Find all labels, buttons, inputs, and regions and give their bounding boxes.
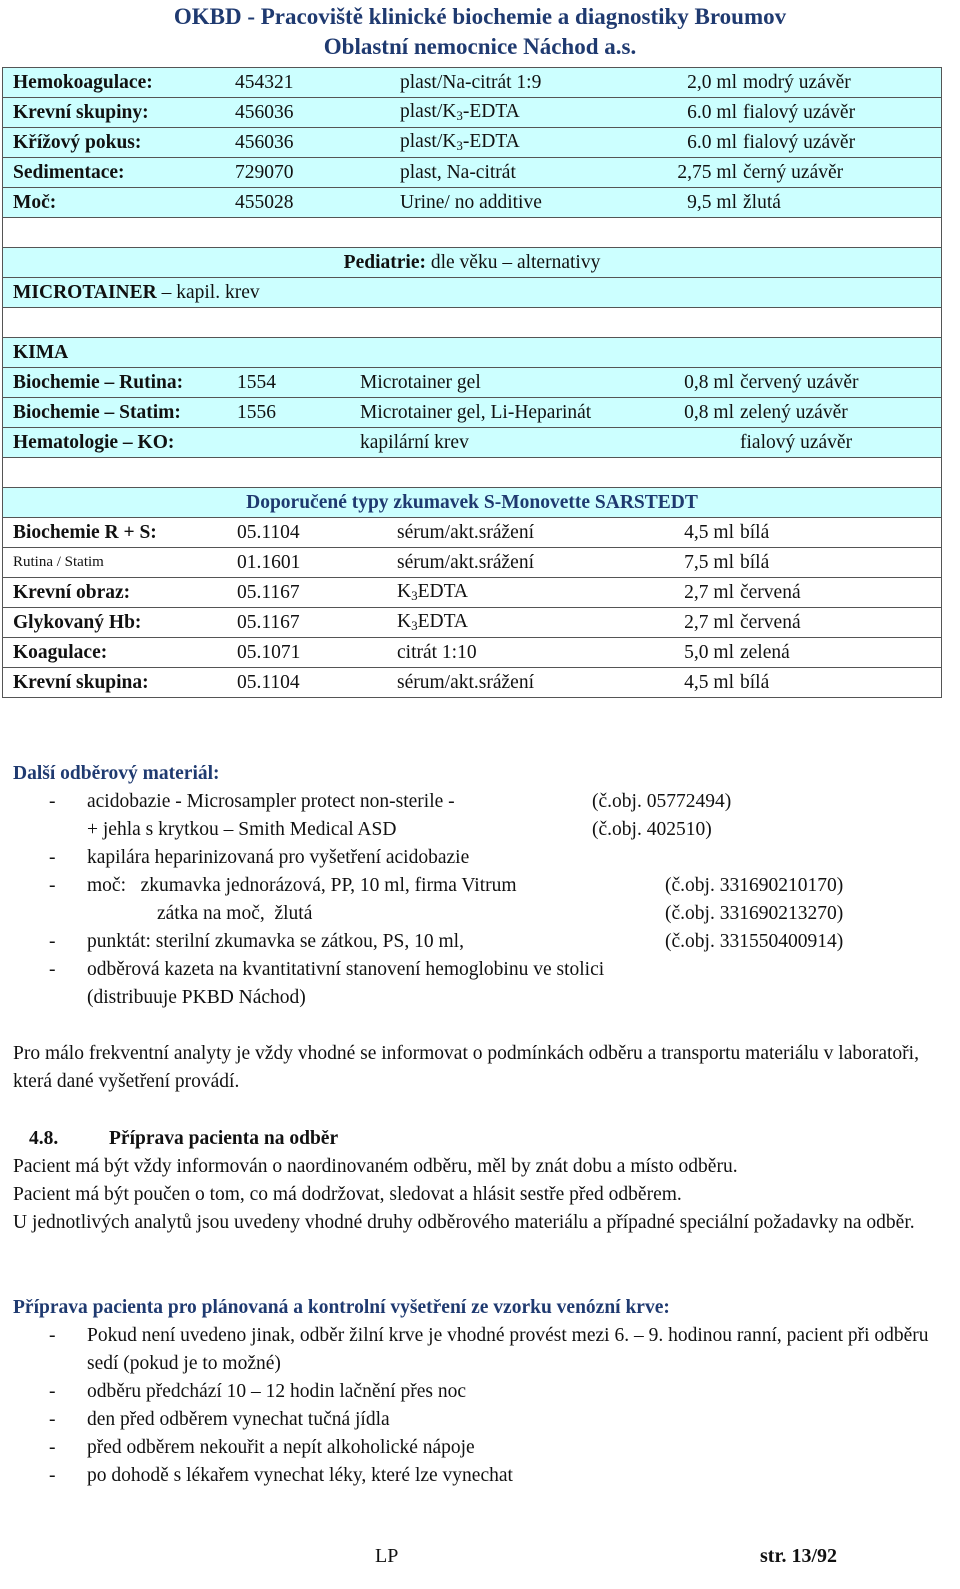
row-name: Krevní skupiny: [13,101,149,123]
page-number: str. 13/92 [760,1545,838,1567]
row-cap: zelený uzávěr [740,401,848,423]
row-volume: 9,5 ml [687,191,737,213]
row-name: Koagulace: [13,641,108,663]
row-name: Křížový pokus: [13,131,142,153]
list-item: - den před odběrem vynechat tučná jídla [49,1409,390,1430]
row-volume: 0,8 ml [684,371,734,393]
row-tube: kapilární krev [360,431,469,453]
row-volume: 6.0 ml [687,101,737,123]
row-tube: $K_3EDTA$ [397,581,469,603]
list-item: - po dohodě s lékařem vynechat léky, které lze vynechat [49,1465,513,1486]
list-item: - odběrová kazeta na kvantitativní stanovení hemoglobinu ve stolici [49,959,605,980]
row-cap: černý uzávěr [743,161,844,183]
row-name: Biochemie – Statim: [13,401,181,423]
row-tube: $K_3EDTA$ [397,611,469,633]
row-code: 454321 [235,71,294,93]
spacer-row [3,218,942,248]
paragraph: Pacient má být vždy informován o naordinovaném odběru, měl by znát dobu a místo odběru. [13,1156,738,1177]
row-name: Sedimentace: [13,161,125,183]
row-name: Moč: [13,191,57,213]
list-item: - kapilára heparinizovaná pro vyšetření acidobazie [49,847,470,868]
row-name: Biochemie – Rutina: [13,371,184,393]
row-tube: plast/$K_3$-EDTA [400,131,520,153]
row-name: Krevní skupina: [13,671,149,693]
list-item: - acidobazie - Microsampler protect non-sterile - (č.obj. 05772494) [49,791,732,812]
row-name: Hematologie – KO: [13,431,175,453]
row-tube: citrát 1:10 [397,641,477,663]
row-cap: fialový uzávěr [743,101,856,123]
list-item: (distribuuje PKBD Náchod) [87,987,306,1008]
row-cap: červený uzávěr [740,371,859,393]
row-cap: červená [740,611,801,633]
row-code: 1554 [237,371,276,393]
row-cap: žlutá [743,191,781,213]
row-tube: Microtainer gel [360,371,481,393]
row-code: 05.1167 [237,611,300,633]
kima-title: KIMA [3,338,942,368]
list-item: zátka na moč, žlutá (č.obj. 331690213270) [157,903,844,924]
row-cap: fialový uzávěr [740,431,853,453]
dalsi-title: Další odběrový materiál: [13,763,220,784]
row-cap: zelená [740,641,790,663]
row-code: 1556 [237,401,276,423]
list-item: + jehla s krytkou – Smith Medical ASD (č.obj. 402510) [87,819,712,840]
row-volume: 2,75 ml [677,161,737,183]
row-tube: Microtainer gel, Li-Heparinát [360,401,592,423]
document-header [0,0,960,62]
row-volume: 0,8 ml [684,401,734,423]
list-item: - punktát: sterilní zkumavka se zátkou, PS, 10 ml, (č.obj. 331550400914) [49,931,844,952]
pediatrie-heading: Pediatrie: dle věku – alternativy [3,248,942,278]
row-code: 05.1167 [237,581,300,603]
row-name: Hemokoagulace: [13,71,153,93]
row-cap: bílá [740,551,770,573]
row-volume: 4,5 ml [684,671,734,693]
note-paragraph: Pro málo frekventní analyty je vždy vhodné se informovat o podmínkách odběru a transportu materiálu v laboratoři, která dané vyšetření provádí. [13,1043,919,1092]
row-cap: bílá [740,521,770,543]
row-volume: 2,7 ml [684,611,734,633]
row-volume: 2,7 ml [684,581,734,603]
row-cap: modrý uzávěr [743,71,851,93]
priprava-section [13,1294,943,1490]
list-item: - moč: zkumavka jednorázová, PP, 10 ml, firma Vitrum (č.obj. 331690210170) [49,875,844,896]
paragraph: U jednotlivých analytů jsou uvedeny vhodné druhy odběrového materiálu a případné speciální požadavky na odběr. [13,1212,915,1233]
row-code: 455028 [235,191,294,213]
row-name: Rutina / Statim [13,554,104,570]
row-code: 05.1071 [237,641,301,663]
dalsi-section [13,760,943,1012]
row-tube: plast/$K_3$-EDTA [400,101,520,123]
monovette-title: Doporučené typy zkumavek S-Monovette SARSTEDT [3,488,942,518]
list-item: - před odběrem nekouřit a nepít alkoholické nápoje [49,1437,475,1458]
list-item: - odběru předchází 10 – 12 hodin lačnění přes noc [49,1381,467,1402]
section-4-8 [13,1125,943,1237]
row-tube: plast/Na-citrát 1:9 [400,71,542,93]
list-item: - Pokud není uvedeno jinak, odběr žilní krve je vhodné provést mezi 6. – 9. hodinou ranní, pacient při odběru sedí (pokud je to možné) [49,1325,929,1374]
header-line-1: OKBD - Pracoviště klinické biochemie a diagnostiky Broumov [173,4,787,29]
row-cap: bílá [740,671,770,693]
row-code: 456036 [235,101,294,123]
row-cap: červená [740,581,801,603]
row-cap: fialový uzávěr [743,131,856,153]
row-volume: 5,0 ml [684,641,734,663]
footer-left: LP [375,1545,399,1567]
row-code: 729070 [235,161,294,183]
paragraph: Pacient má být poučen o tom, co má dodržovat, sledovat a hlásit sestře před odběrem. [13,1184,682,1205]
row-tube: sérum/akt.srážení [397,521,534,543]
row-tube: sérum/akt.srážení [397,551,534,573]
microtainer-row: MICROTAINER – kapil. krev [3,278,942,308]
row-tube: plast, Na-citrát [400,161,516,183]
priprava-title: Příprava pacienta pro plánovaná a kontrolní vyšetření ze vzorku venózní krve: [13,1297,670,1318]
row-volume: 4,5 ml [684,521,734,543]
row-volume: 7,5 ml [684,551,734,573]
row-name: Krevní obraz: [13,581,131,603]
row-volume: 6.0 ml [687,131,737,153]
specimen-table [2,67,942,698]
row-code: 05.1104 [237,521,300,543]
row-volume: 2,0 ml [687,71,737,93]
row-code: 01.1601 [237,551,301,573]
header-line-2: Oblastní nemocnice Náchod a.s. [323,34,637,59]
section-heading: 4.8. Příprava pacienta na odběr [29,1128,339,1149]
row-tube: sérum/akt.srážení [397,671,534,693]
row-name: Biochemie R + S: [13,521,157,543]
spacer-row [3,458,942,488]
row-tube: Urine/ no additive [400,191,542,213]
row-code: 456036 [235,131,294,153]
spacer-row [3,308,942,338]
row-code: 05.1104 [237,671,300,693]
row-name: Glykovaný Hb: [13,611,142,633]
